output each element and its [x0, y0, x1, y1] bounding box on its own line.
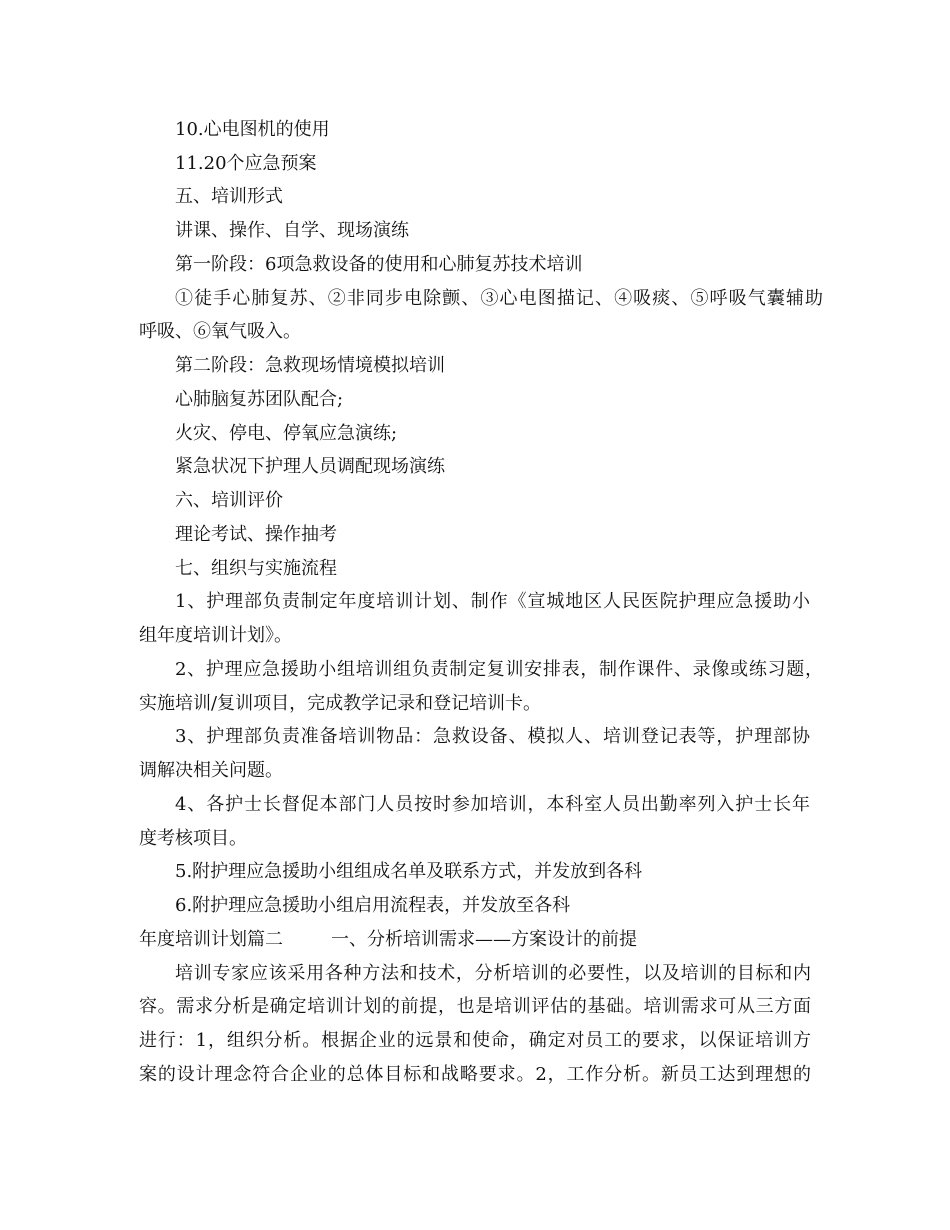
paragraph-line: 1、护理部负责制定年度培训计划、制作《宣城地区人民医院护理应急援助小 [175, 591, 810, 612]
paragraph-line: 第一阶段：6项急救设备的使用和心肺复苏技术培训 [175, 254, 583, 275]
paragraph-line: 3、护理部负责准备培训物品：急救设备、模拟人、培训登记表等，护理部协 [175, 726, 810, 747]
paragraph-line: 呼吸、⑥氧气吸入。 [139, 321, 301, 342]
section-heading: 七、组织与实施流程 [175, 558, 337, 579]
list-item: 11.20个应急预案 [175, 153, 317, 174]
paragraph-line: 4、各护士长督促本部门人员按时参加培训，本科室人员出勤率列入护士长年 [175, 794, 810, 815]
paragraph-line: 度考核项目。 [139, 828, 247, 849]
paragraph-line: ①徒手心肺复苏、②非同步电除颤、③心电图描记、④吸痰、⑤呼吸气囊辅助 [175, 288, 823, 309]
paragraph-line: 讲课、操作、自学、现场演练 [175, 220, 409, 241]
paragraph-line: 培训专家应该采用各种方法和技术，分析培训的必要性，以及培训的目标和内 [175, 963, 811, 984]
paragraph-line: 组年度培训计划》。 [139, 625, 292, 646]
paragraph-line: 紧急状况下护理人员调配现场演练 [175, 456, 445, 477]
section-heading: 五、培训形式 [175, 186, 283, 207]
chapter-title: 年度培训计划篇二 [139, 929, 283, 950]
section-heading: 一、分析培训需求——方案设计的前提 [331, 929, 637, 950]
paragraph-line: 2、护理应急援助小组培训组负责制定复训安排表，制作课件、录像或练习题， [175, 659, 823, 680]
paragraph-line: 进行：1，组织分析。根据企业的远景和使命，确定对员工的要求，以保证培训方 [139, 1030, 811, 1051]
paragraph-line: 容。需求分析是确定培训计划的前提，也是培训评估的基础。培训需求可从三方面 [139, 996, 811, 1017]
paragraph-line: 理论考试、操作抽考 [175, 524, 337, 545]
section-heading-row [139, 928, 637, 952]
list-item: 10.心电图机的使用 [175, 119, 330, 140]
paragraph-line: 火灾、停电、停氧应急演练; [175, 423, 398, 444]
paragraph-line: 调解决相关问题。 [139, 760, 283, 781]
paragraph-line: 第二阶段：急救现场情境模拟培训 [175, 355, 445, 376]
paragraph-line: 6.附护理应急援助小组启用流程表，并发放至各科 [175, 895, 571, 916]
paragraph-line: 案的设计理念符合企业的总体目标和战略要求。2，工作分析。新员工达到理想的 [139, 1064, 811, 1085]
section-heading: 六、培训评价 [175, 490, 283, 511]
paragraph-line: 心肺脑复苏团队配合; [175, 389, 344, 410]
paragraph-line: 5.附护理应急援助小组组成名单及联系方式，并发放到各科 [175, 861, 643, 882]
paragraph-line: 实施培训/复训项目，完成教学记录和登记培训卡。 [139, 693, 542, 714]
